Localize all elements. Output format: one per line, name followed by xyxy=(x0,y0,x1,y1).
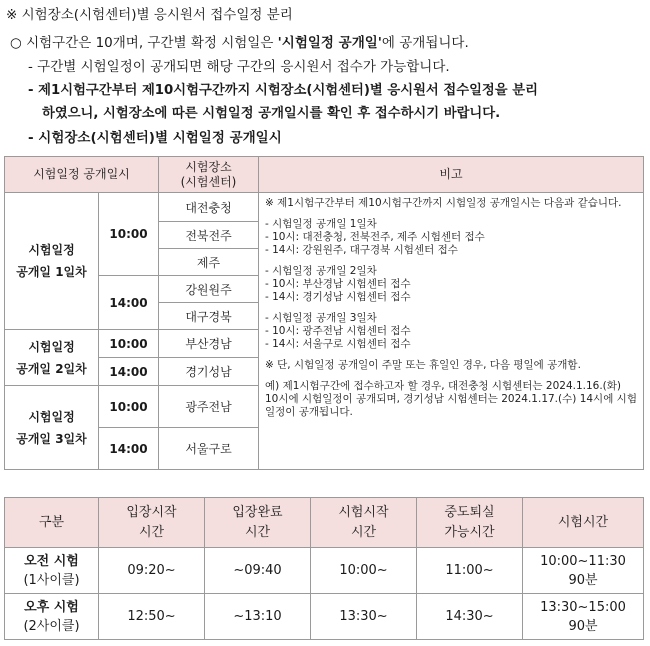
remark-line: - 10시: 부산경남 시험센터 접수 xyxy=(265,278,411,290)
table-row xyxy=(5,594,644,640)
time-cell: 10:00 xyxy=(99,330,159,358)
col-header: 구분 xyxy=(5,498,99,548)
header-remark: 비고 xyxy=(259,157,644,193)
remark-line: - 14시: 서울구로 시험센터 접수 xyxy=(265,338,411,350)
table-cell: 12:50~ xyxy=(99,594,205,640)
col-header: 입장시작 시간 xyxy=(99,498,205,548)
group-day3-label: 시험일정 공개일 3일차 xyxy=(5,386,99,470)
time-cell: 10:00 xyxy=(99,386,159,428)
table-cell: ~13:10 xyxy=(205,594,311,640)
time-cell: 14:00 xyxy=(99,428,159,470)
site-cell: 전북전주 xyxy=(159,222,259,249)
site-cell: 제주 xyxy=(159,249,259,276)
site-cell: 대구경북 xyxy=(159,303,259,330)
header-site: 시험장소 (시험센터) xyxy=(159,157,259,193)
site-cell: 강원원주 xyxy=(159,276,259,303)
header-open-datetime: 시험일정 공개일시 xyxy=(5,157,159,193)
duration-minutes: 90분 xyxy=(568,572,598,588)
table-cell: ~09:40 xyxy=(205,548,311,594)
remark-line: - 시험일정 공개일 1일차 xyxy=(265,218,377,230)
col-header: 시험시간 xyxy=(523,498,644,548)
notice-sub-3: - 시험장소(시험센터)별 시험일정 공개일시 xyxy=(28,130,282,146)
remark-cell xyxy=(259,193,644,470)
remark-day3 xyxy=(265,312,637,351)
remark-note: ※ 단, 시험일정 공개일이 주말 또는 휴일인 경우, 다음 평일에 공개함. xyxy=(265,359,581,371)
remark-day2 xyxy=(265,265,637,304)
notice-bullet-1 xyxy=(10,34,469,52)
col-header: 입장완료 시간 xyxy=(205,498,311,548)
site-cell: 광주전남 xyxy=(159,386,259,428)
table-cell: 11:00~ xyxy=(417,548,523,594)
site-cell: 경기성남 xyxy=(159,358,259,386)
time-cell: 10:00 xyxy=(99,193,159,276)
duration-cell xyxy=(523,594,644,640)
row-name: 오후 시험 xyxy=(24,599,79,615)
duration-range: 10:00~11:30 xyxy=(540,553,626,569)
duration-minutes: 90분 xyxy=(568,618,598,634)
time-cell: 14:00 xyxy=(99,358,159,386)
group-day2-label: 시험일정 공개일 2일차 xyxy=(5,330,99,386)
site-cell: 서울구로 xyxy=(159,428,259,470)
schedule-table xyxy=(4,156,644,470)
remark-line: - 10시: 대전충청, 전북전주, 제주 시험센터 접수 xyxy=(265,231,485,243)
site-cell: 부산경남 xyxy=(159,330,259,358)
remark-line: - 10시: 광주전남 시험센터 접수 xyxy=(265,325,411,337)
bullet-1-post: 에 공개됩니다. xyxy=(381,35,469,51)
remark-line: - 14시: 경기성남 시험센터 접수 xyxy=(265,291,411,303)
bullet-1-highlight: '시험일정 공개일' xyxy=(277,35,382,51)
duration-range: 13:30~15:00 xyxy=(540,599,626,615)
row-label xyxy=(5,548,99,594)
group-day1-label: 시험일정 공개일 1일차 xyxy=(5,193,99,330)
row-label xyxy=(5,594,99,640)
col-header: 중도퇴실 가능시간 xyxy=(417,498,523,548)
table-cell: 14:30~ xyxy=(417,594,523,640)
table-cell: 10:00~ xyxy=(311,548,417,594)
col-header: 시험시작 시간 xyxy=(311,498,417,548)
row-sub: (1사이클) xyxy=(23,572,80,588)
site-cell: 대전충청 xyxy=(159,193,259,222)
bullet-1-pre: ○ 시험구간은 10개며, 구간별 확정 시험일은 xyxy=(10,35,278,51)
table-cell: 13:30~ xyxy=(311,594,417,640)
time-cell: 14:00 xyxy=(99,276,159,330)
exam-time-table xyxy=(4,497,644,640)
remark-day1 xyxy=(265,218,637,257)
remark-example: 예) 제1시험구간에 접수하고자 할 경우, 대전충청 시험센터는 2024.1.16.(화) 10시에 시험일정이 공개되며, 경기성남 시험센터는 2024.1.17.(수) 14시에 시험일정이 공개됩니다. xyxy=(265,380,637,418)
duration-cell xyxy=(523,548,644,594)
remark-line: - 14시: 강원원주, 대구경북 시험센터 접수 xyxy=(265,244,458,256)
remark-line: - 시험일정 공개일 2일차 xyxy=(265,265,377,277)
remark-line: - 시험일정 공개일 3일차 xyxy=(265,312,377,324)
table-row xyxy=(5,548,644,594)
remark-intro: ※ 제1시험구간부터 제10시험구간까지 시험일정 공개일시는 다음과 같습니다. xyxy=(265,197,622,209)
row-sub: (2사이클) xyxy=(23,618,80,634)
notice-sub-2b: 하였으니, 시험장소에 따른 시험일정 공개일시를 확인 후 접수하시기 바랍니다. xyxy=(42,106,501,121)
table-cell: 09:20~ xyxy=(99,548,205,594)
notice-sub-2a: - 제1시험구간부터 제10시험구간까지 시험장소(시험센터)별 응시원서 접수일정을 분리 xyxy=(28,83,538,98)
notice-title: ※ 시험장소(시험센터)별 응시원서 접수일정 분리 xyxy=(6,7,293,23)
row-name: 오전 시험 xyxy=(24,553,79,569)
notice-sub-1: - 구간별 시험일정이 공개되면 해당 구간의 응시원서 접수가 가능합니다. xyxy=(28,59,450,75)
